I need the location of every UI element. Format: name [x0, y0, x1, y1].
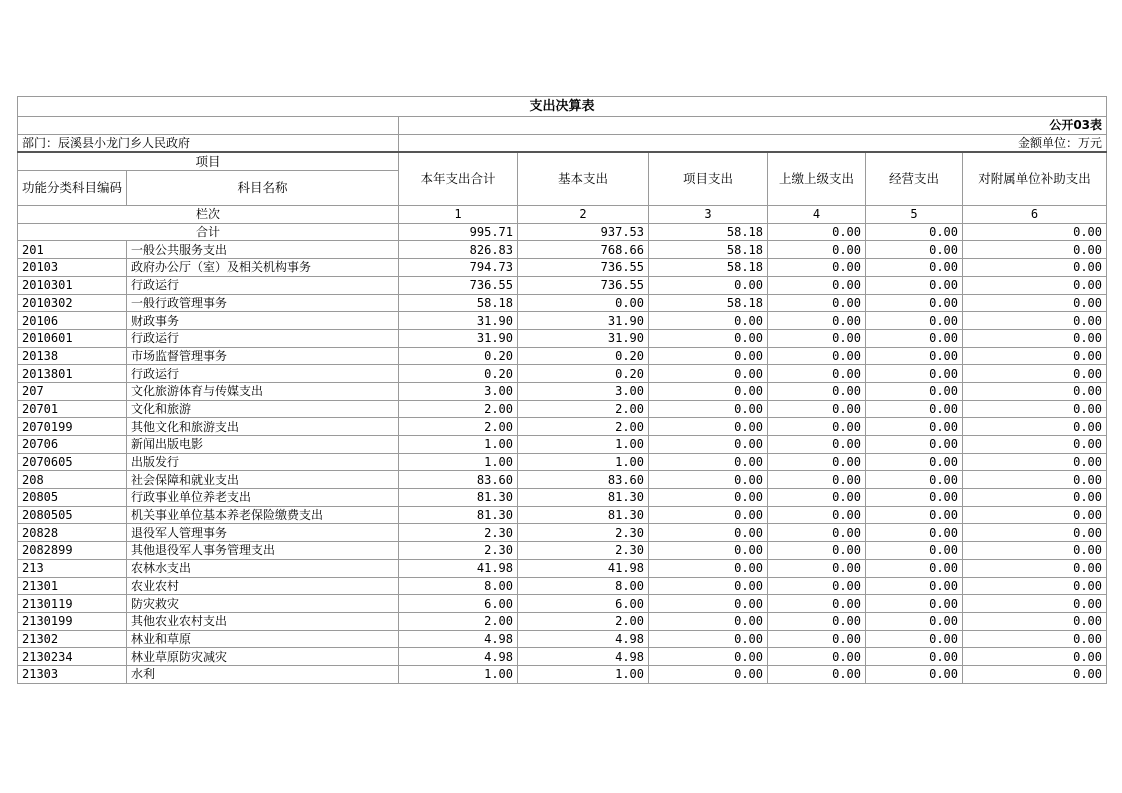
row-value: 0.00: [963, 276, 1107, 294]
row-value: 1.00: [518, 453, 649, 471]
row-value: 2.00: [518, 400, 649, 418]
row-value: 0.00: [963, 612, 1107, 630]
table-row: [18, 595, 1107, 613]
row-value: 0.00: [866, 276, 963, 294]
table-row: [18, 630, 1107, 648]
row-value: 0.00: [768, 259, 866, 277]
column-index-2: 2: [518, 206, 649, 224]
row-value: 0.00: [768, 329, 866, 347]
header-project: 项目: [18, 152, 399, 170]
row-value: 0.00: [963, 453, 1107, 471]
table-row: [18, 453, 1107, 471]
row-value: 1.00: [399, 665, 518, 683]
table-row: [18, 294, 1107, 312]
row-value: 0.00: [866, 595, 963, 613]
table-row: [18, 506, 1107, 524]
table-row: [18, 612, 1107, 630]
unit-label: 金额单位：万元: [399, 134, 1107, 152]
row-value: 0.00: [866, 524, 963, 542]
column-index-4: 4: [768, 206, 866, 224]
row-value: 0.00: [649, 382, 768, 400]
row-name: 出版发行: [127, 453, 399, 471]
row-value: 58.18: [399, 294, 518, 312]
row-value: 0.00: [768, 294, 866, 312]
row-value: 0.20: [399, 347, 518, 365]
row-value: 0.00: [768, 276, 866, 294]
row-name: 行政运行: [127, 329, 399, 347]
row-value: 0.00: [963, 294, 1107, 312]
row-value: 3.00: [399, 382, 518, 400]
row-value: 0.00: [768, 612, 866, 630]
row-value: 0.00: [866, 436, 963, 454]
row-value: 0.00: [963, 259, 1107, 277]
row-code: 20805: [18, 489, 127, 507]
row-value: 4.98: [399, 648, 518, 666]
row-name: 防灾救灾: [127, 595, 399, 613]
row-value: 0.00: [866, 400, 963, 418]
row-value: 0.00: [866, 506, 963, 524]
row-value: 0.00: [963, 630, 1107, 648]
row-value: 0.00: [768, 312, 866, 330]
table-row: [18, 524, 1107, 542]
row-value: 0.00: [649, 630, 768, 648]
row-value: 0.00: [866, 418, 963, 436]
row-name: 其他退役军人事务管理支出: [127, 542, 399, 560]
row-value: 0.00: [963, 400, 1107, 418]
row-value: 31.90: [518, 312, 649, 330]
table-row: [18, 382, 1107, 400]
row-value: 0.00: [866, 453, 963, 471]
row-value: 1.00: [518, 436, 649, 454]
table-row: [18, 648, 1107, 666]
row-value: 0.00: [649, 418, 768, 436]
row-value: 0.00: [649, 471, 768, 489]
row-value: 31.90: [399, 312, 518, 330]
row-value: 0.00: [866, 347, 963, 365]
row-value: 0.00: [768, 489, 866, 507]
row-name: 政府办公厅（室）及相关机构事务: [127, 259, 399, 277]
row-name: 行政运行: [127, 365, 399, 383]
row-value: 0.00: [649, 595, 768, 613]
table-row: [18, 241, 1107, 259]
row-code: 21301: [18, 577, 127, 595]
row-value: 0.00: [963, 595, 1107, 613]
row-code: 2082899: [18, 542, 127, 560]
row-value: 0.00: [866, 329, 963, 347]
row-value: 0.00: [768, 471, 866, 489]
header-total: 本年支出合计: [399, 152, 518, 205]
row-code: 2010301: [18, 276, 127, 294]
row-code: 2010302: [18, 294, 127, 312]
row-value: 0.00: [768, 524, 866, 542]
table-title: 支出决算表: [18, 97, 1107, 117]
total-cell: 937.53: [518, 223, 649, 241]
row-value: 0.20: [399, 365, 518, 383]
row-value: 31.90: [399, 329, 518, 347]
row-name: 社会保障和就业支出: [127, 471, 399, 489]
header-subsidy: 对附属单位补助支出: [963, 152, 1107, 205]
row-value: 0.00: [649, 436, 768, 454]
row-code: 2070605: [18, 453, 127, 471]
row-value: 0.00: [768, 347, 866, 365]
total-cell: 0.00: [768, 223, 866, 241]
table-row: [18, 559, 1107, 577]
row-value: 0.00: [866, 382, 963, 400]
row-value: 0.00: [963, 347, 1107, 365]
row-value: 0.00: [649, 506, 768, 524]
row-value: 0.00: [866, 259, 963, 277]
header-basic: 基本支出: [518, 152, 649, 205]
row-value: 81.30: [518, 506, 649, 524]
column-index-3: 3: [649, 206, 768, 224]
total-cell: 995.71: [399, 223, 518, 241]
row-value: 0.00: [649, 524, 768, 542]
row-value: 0.00: [768, 542, 866, 560]
column-index-6: 6: [963, 206, 1107, 224]
row-value: 58.18: [649, 294, 768, 312]
row-code: 2013801: [18, 365, 127, 383]
row-value: 0.00: [963, 471, 1107, 489]
row-code: 213: [18, 559, 127, 577]
row-value: 0.00: [649, 665, 768, 683]
row-value: 2.00: [399, 400, 518, 418]
row-value: 0.00: [649, 329, 768, 347]
row-value: 0.00: [866, 542, 963, 560]
row-value: 736.55: [399, 276, 518, 294]
row-value: 0.00: [768, 630, 866, 648]
total-row: [18, 223, 1107, 241]
row-code: 201: [18, 241, 127, 259]
row-value: 2.30: [518, 524, 649, 542]
row-value: 0.00: [963, 418, 1107, 436]
column-index-label: 栏次: [18, 206, 399, 224]
row-value: 0.00: [649, 400, 768, 418]
row-value: 0.00: [963, 577, 1107, 595]
column-index-5: 5: [866, 206, 963, 224]
table-row: [18, 276, 1107, 294]
row-value: 0.00: [963, 436, 1107, 454]
row-value: 0.00: [768, 436, 866, 454]
row-code: 2070199: [18, 418, 127, 436]
row-value: 0.00: [649, 489, 768, 507]
row-value: 0.00: [963, 312, 1107, 330]
total-cell: 0.00: [866, 223, 963, 241]
row-value: 0.00: [963, 648, 1107, 666]
row-value: 736.55: [518, 276, 649, 294]
row-value: 0.00: [768, 577, 866, 595]
row-value: 81.30: [518, 489, 649, 507]
row-value: 41.98: [518, 559, 649, 577]
row-value: 0.00: [963, 329, 1107, 347]
row-name: 一般行政管理事务: [127, 294, 399, 312]
table-row: [18, 400, 1107, 418]
row-code: 207: [18, 382, 127, 400]
row-name: 行政运行: [127, 276, 399, 294]
row-name: 财政事务: [127, 312, 399, 330]
row-value: 0.00: [649, 365, 768, 383]
row-value: 0.00: [649, 648, 768, 666]
row-value: 0.00: [866, 241, 963, 259]
row-name: 文化和旅游: [127, 400, 399, 418]
table-row: [18, 259, 1107, 277]
row-code: 20701: [18, 400, 127, 418]
table-row: [18, 418, 1107, 436]
row-value: 0.00: [518, 294, 649, 312]
row-name: 农业农村: [127, 577, 399, 595]
row-code: 208: [18, 471, 127, 489]
header-name: 科目名称: [127, 171, 399, 206]
table-row: [18, 577, 1107, 595]
row-code: 20706: [18, 436, 127, 454]
row-value: 0.00: [866, 365, 963, 383]
header-code: 功能分类科目编码: [18, 171, 127, 206]
row-value: 83.60: [518, 471, 649, 489]
row-value: 0.00: [963, 665, 1107, 683]
row-value: 0.00: [768, 506, 866, 524]
row-value: 0.00: [963, 382, 1107, 400]
table-row: [18, 436, 1107, 454]
row-value: 768.66: [518, 241, 649, 259]
row-value: 0.00: [649, 577, 768, 595]
row-value: 0.00: [963, 365, 1107, 383]
row-value: 2.30: [518, 542, 649, 560]
row-value: 0.00: [866, 630, 963, 648]
row-name: 新闻出版电影: [127, 436, 399, 454]
row-value: 6.00: [518, 595, 649, 613]
row-value: 0.00: [866, 294, 963, 312]
row-value: 0.00: [768, 648, 866, 666]
row-value: 0.00: [768, 382, 866, 400]
row-value: 0.00: [649, 347, 768, 365]
row-name: 机关事业单位基本养老保险缴费支出: [127, 506, 399, 524]
row-value: 0.00: [866, 471, 963, 489]
table-row: [18, 665, 1107, 683]
row-value: 0.00: [866, 648, 963, 666]
table-row: [18, 312, 1107, 330]
row-value: 0.20: [518, 365, 649, 383]
row-name: 其他农业农村支出: [127, 612, 399, 630]
row-value: 0.00: [866, 559, 963, 577]
row-value: 0.00: [963, 241, 1107, 259]
row-value: 0.00: [768, 365, 866, 383]
row-value: 0.00: [649, 276, 768, 294]
row-value: 4.98: [399, 630, 518, 648]
row-value: 1.00: [399, 436, 518, 454]
row-value: 0.00: [649, 542, 768, 560]
row-name: 水利: [127, 665, 399, 683]
row-name: 其他文化和旅游支出: [127, 418, 399, 436]
table-row: [18, 347, 1107, 365]
row-value: 4.98: [518, 630, 649, 648]
row-value: 1.00: [518, 665, 649, 683]
row-value: 0.00: [866, 489, 963, 507]
row-value: 826.83: [399, 241, 518, 259]
expenditure-sheet: [17, 96, 1106, 684]
column-index-1: 1: [399, 206, 518, 224]
total-cell: 58.18: [649, 223, 768, 241]
row-value: 2.00: [518, 418, 649, 436]
row-name: 退役军人管理事务: [127, 524, 399, 542]
row-value: 4.98: [518, 648, 649, 666]
row-value: 8.00: [518, 577, 649, 595]
row-value: 2.00: [518, 612, 649, 630]
row-value: 0.00: [768, 241, 866, 259]
row-value: 0.00: [649, 453, 768, 471]
row-value: 0.00: [866, 665, 963, 683]
header-project-expenditure: 项目支出: [649, 152, 768, 205]
expenditure-table: [17, 96, 1107, 684]
header-upper: 上缴上级支出: [768, 152, 866, 205]
row-value: 2.30: [399, 542, 518, 560]
row-value: 0.00: [768, 665, 866, 683]
row-code: 20138: [18, 347, 127, 365]
row-name: 一般公共服务支出: [127, 241, 399, 259]
row-value: 0.20: [518, 347, 649, 365]
row-value: 83.60: [399, 471, 518, 489]
row-code: 20828: [18, 524, 127, 542]
row-value: 2.00: [399, 418, 518, 436]
total-cell: 0.00: [963, 223, 1107, 241]
table-row: [18, 471, 1107, 489]
row-value: 58.18: [649, 241, 768, 259]
row-code: 21303: [18, 665, 127, 683]
row-value: 6.00: [399, 595, 518, 613]
row-value: 81.30: [399, 506, 518, 524]
row-value: 0.00: [963, 524, 1107, 542]
row-name: 农林水支出: [127, 559, 399, 577]
row-code: 2130234: [18, 648, 127, 666]
row-value: 0.00: [963, 559, 1107, 577]
table-row: [18, 489, 1107, 507]
row-name: 文化旅游体育与传媒支出: [127, 382, 399, 400]
row-name: 林业和草原: [127, 630, 399, 648]
department-label: 部门：辰溪县小龙门乡人民政府: [18, 134, 399, 152]
row-code: 2130199: [18, 612, 127, 630]
row-code: 20103: [18, 259, 127, 277]
total-label: 合计: [18, 223, 399, 241]
row-value: 0.00: [649, 312, 768, 330]
row-code: 2010601: [18, 329, 127, 347]
row-value: 3.00: [518, 382, 649, 400]
row-value: 2.30: [399, 524, 518, 542]
row-value: 794.73: [399, 259, 518, 277]
row-value: 0.00: [649, 559, 768, 577]
table-row: [18, 329, 1107, 347]
row-value: 736.55: [518, 259, 649, 277]
row-value: 0.00: [963, 542, 1107, 560]
row-code: 20106: [18, 312, 127, 330]
row-value: 0.00: [768, 400, 866, 418]
row-value: 0.00: [866, 312, 963, 330]
row-value: 0.00: [768, 418, 866, 436]
header-business: 经营支出: [866, 152, 963, 205]
table-row: [18, 365, 1107, 383]
row-value: 0.00: [768, 595, 866, 613]
row-value: 8.00: [399, 577, 518, 595]
row-code: 21302: [18, 630, 127, 648]
row-name: 市场监督管理事务: [127, 347, 399, 365]
table-row: [18, 542, 1107, 560]
row-value: 0.00: [866, 612, 963, 630]
table-code: 公开03表: [399, 117, 1107, 135]
row-value: 0.00: [963, 489, 1107, 507]
row-value: 1.00: [399, 453, 518, 471]
row-value: 31.90: [518, 329, 649, 347]
row-value: 0.00: [768, 453, 866, 471]
row-name: 林业草原防灾减灾: [127, 648, 399, 666]
row-name: 行政事业单位养老支出: [127, 489, 399, 507]
row-value: 0.00: [649, 612, 768, 630]
row-value: 58.18: [649, 259, 768, 277]
row-value: 0.00: [768, 559, 866, 577]
row-value: 2.00: [399, 612, 518, 630]
row-code: 2130119: [18, 595, 127, 613]
row-value: 41.98: [399, 559, 518, 577]
row-code: 2080505: [18, 506, 127, 524]
row-value: 0.00: [866, 577, 963, 595]
row-value: 0.00: [963, 506, 1107, 524]
row-value: 81.30: [399, 489, 518, 507]
